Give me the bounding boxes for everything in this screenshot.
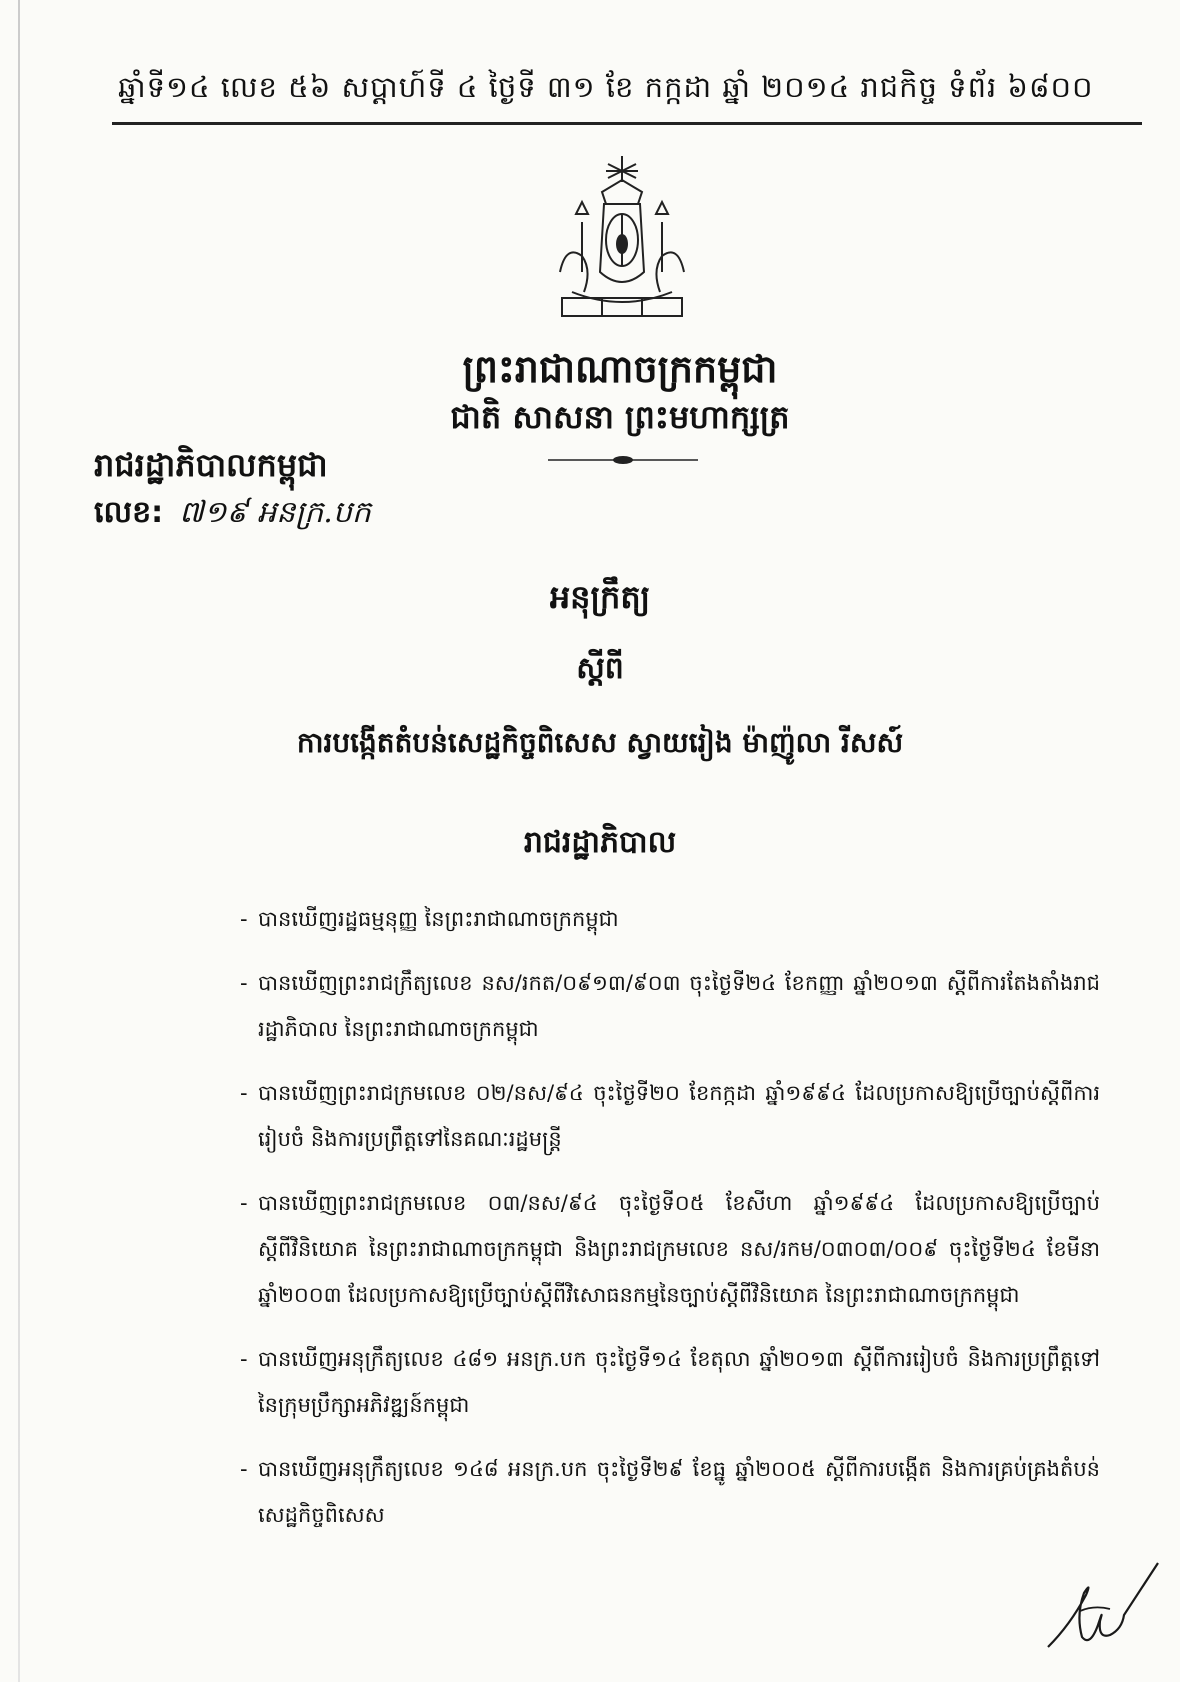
- ornament-divider: [548, 452, 698, 468]
- handwritten-signature: [1040, 1555, 1160, 1655]
- reference-label: លេខ:: [94, 495, 164, 530]
- royal-arms-emblem: [542, 152, 702, 327]
- recital-item: - បានឃើញអនុក្រឹត្យលេខ ១៤៨ អនក្រ.បក ចុះថ្ងៃទី២៩ ខែធ្នូ ឆ្នាំ២០០៥ ស្តីពីការបង្កើត និងការគ្រប់គ្រងតំបន់សេដ្ឋកិច្ចពិសេស: [240, 1446, 1100, 1538]
- issuer-name: រាជរដ្ឋាភិបាលកម្ពុជា: [94, 446, 328, 484]
- kingdom-motto: ជាតិ សាសនា ព្រះមហាក្សត្រ: [450, 398, 790, 436]
- recital-item: - បានឃើញរដ្ឋធម្មនុញ្ញ នៃព្រះរាជាណាចក្រកម្ពុជា: [240, 896, 1100, 942]
- kingdom-name: ព្រះរាជាណាចក្រកម្ពុជា: [462, 347, 778, 391]
- document-type: អនុក្រឹត្យ: [549, 578, 651, 616]
- recital-item: - បានឃើញអនុក្រឹត្យលេខ ៤៨១ អនក្រ.បក ចុះថ្ងៃទី១៤ ខែតុលា ឆ្នាំ២០១៣ ស្តីពីការរៀបចំ និងការប្រព្រឹត្តទៅនៃក្រុមប្រឹក្សាអភិវឌ្ឍន៍កម្ពុជា: [240, 1336, 1100, 1428]
- document-about: ស្តីពី: [576, 651, 624, 686]
- section-title: រាជរដ្ឋាភិបាល: [523, 825, 677, 860]
- scan-edge: [18, 0, 20, 1682]
- gazette-header: ឆ្នាំទី១៤ លេខ ៥៦ សប្តាហ៍ទី ៤ ថ្ងៃទី ៣១ ខែ កក្កដា ឆ្នាំ ២០១៤ រាជកិច្ច ទំព័រ ៦៨០០: [118, 70, 1094, 104]
- recitals-list: [240, 896, 1100, 1556]
- reference-value: ៧១៩ អនក្រ.បក: [179, 495, 371, 530]
- recital-item: - បានឃើញព្រះរាជក្រមលេខ ០៣/នស/៩៤ ចុះថ្ងៃទី០៥ ខែសីហា ឆ្នាំ១៩៩៤ ដែលប្រកាសឱ្យប្រើច្បាប់ស្តីពីវិនិយោគ នៃព្រះរាជាណាចក្រកម្ពុជា និងព្រះរាជក្រមលេខ នស/រកម/០៣០៣/០០៩ ចុះថ្ងៃទី២៤ ខែមីនា ឆ្នាំ២០០៣ ដែលប្រកាសឱ្យប្រើច្បាប់ស្តីពីវិសោធនកម្មនៃច្បាប់ស្តីពីវិនិយោគ នៃព្រះរាជាណាចក្រកម្ពុជា: [240, 1180, 1100, 1318]
- recital-item: - បានឃើញព្រះរាជក្រមលេខ ០២/នស/៩៤ ចុះថ្ងៃទី២០ ខែកក្កដា ឆ្នាំ១៩៩៤ ដែលប្រកាសឱ្យប្រើច្បាប់ស្តីពីការរៀបចំ និងការប្រព្រឹត្តទៅនៃគណៈរដ្ឋមន្ត្រី: [240, 1070, 1100, 1162]
- reference-number: [94, 488, 614, 538]
- recital-item: - បានឃើញព្រះរាជក្រឹត្យលេខ នស/រកត/០៩១៣/៩០៣ ចុះថ្ងៃទី២៤ ខែកញ្ញា ឆ្នាំ២០១៣ ស្តីពីការតែងតាំងរាជរដ្ឋាភិបាល នៃព្រះរាជាណាចក្រកម្ពុជា: [240, 960, 1100, 1052]
- header-rule: [112, 122, 1142, 125]
- document-subject: ការបង្កើតតំបន់សេដ្ឋកិច្ចពិសេស ស្វាយរៀង ម៉ាញ៉ូលា រីសស៍: [296, 726, 904, 759]
